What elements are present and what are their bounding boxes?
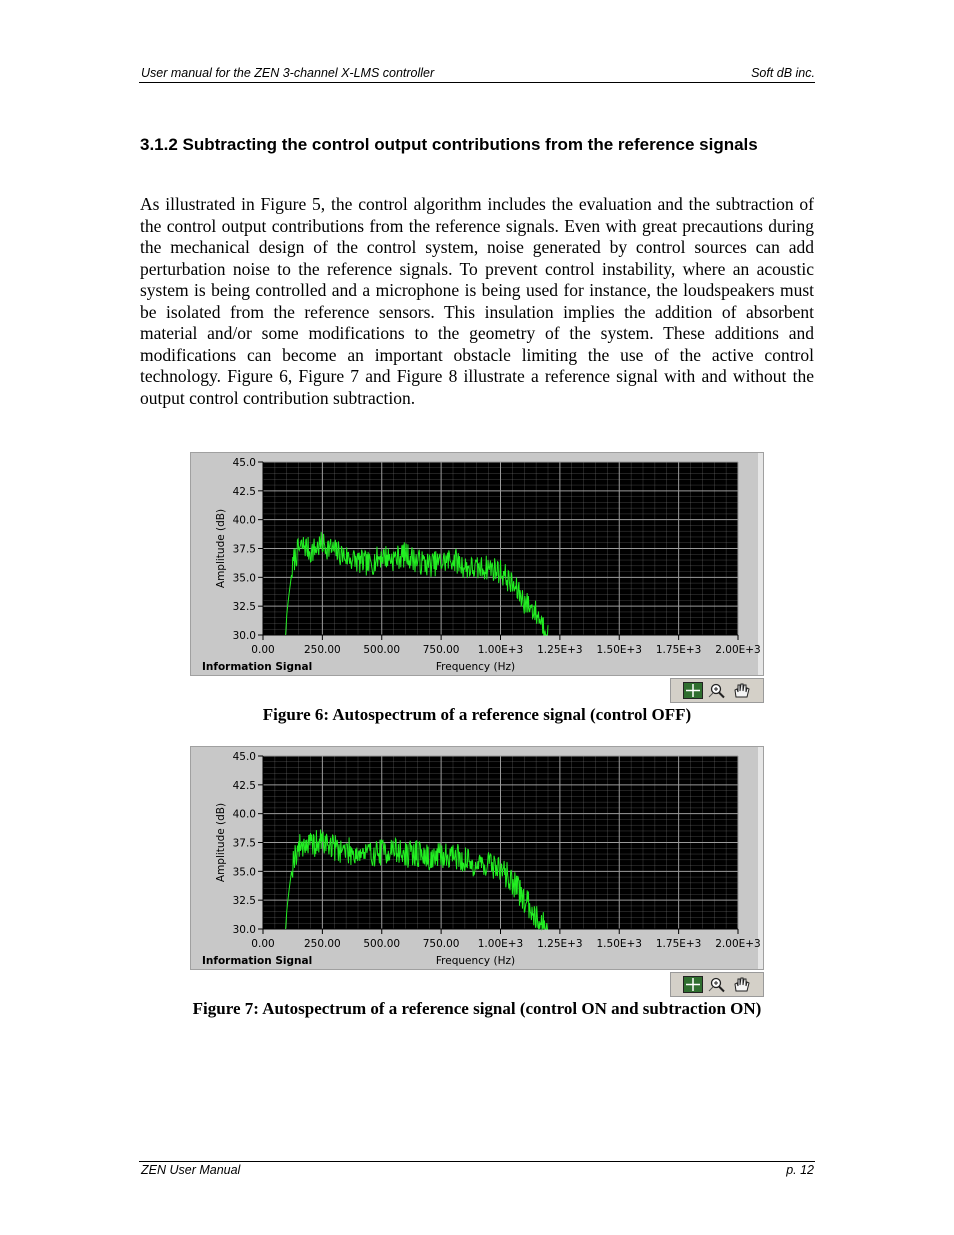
y-tick-label: 37.5 [232, 837, 256, 850]
graph-palette-toolbar [670, 972, 764, 997]
x-tick-label: 250.00 [304, 644, 341, 656]
y-tick-label: 40.0 [232, 808, 256, 821]
x-tick-label: 1.50E+3 [596, 938, 642, 950]
graph-frame-bevel [758, 453, 763, 675]
x-axis-label: Frequency (Hz) [435, 955, 516, 967]
footer-page-number: p. 12 [786, 1163, 814, 1177]
y-tick-label: 40.0 [232, 514, 256, 527]
y-tick-label: 32.5 [232, 895, 256, 908]
spectrum-chart-control-off [190, 452, 764, 676]
graph-frame-bevel [758, 747, 763, 969]
pan-hand-icon[interactable] [731, 682, 751, 699]
cursor-move-icon[interactable] [683, 682, 703, 699]
y-tick-label: 42.5 [232, 485, 256, 498]
figure-6-caption: Figure 6: Autospectrum of a reference signal (control OFF) [262, 705, 692, 724]
x-tick-label: 0.00 [251, 644, 275, 656]
y-tick-label: 45.0 [232, 457, 256, 469]
figure-7-caption: Figure 7: Autospectrum of a reference signal (control ON and subtraction ON) [192, 999, 762, 1018]
y-tick-label: 30.0 [232, 924, 256, 936]
x-tick-label: 2.00E+3 [715, 938, 761, 950]
section-paragraph: As illustrated in Figure 5, the control algorithm includes the evaluation and the subtraction of the control output contributions from the reference signals. Even with great precautions during the mechanical design of the control system, noise generated by control sources can add perturbation noise to the reference signals. To prevent control instability, where an acoustic system is being controlled and a microphone is being used for instance, the loudspeakers must be isolated from the reference sensors. This insulation implies the addition of absorbent material and/or some modifications to the geometry of the system. These additions and modifications can become an important obstacle limiting the use of the active control technology. Figure 6, Figure 7 and Figure 8 illustrate a reference signal with and without the output control contribution subtraction. [140, 194, 814, 408]
y-tick-label: 37.5 [232, 543, 256, 556]
x-tick-label: 750.00 [422, 938, 460, 950]
x-tick-label: 500.00 [363, 938, 401, 950]
cursor-move-icon[interactable] [683, 976, 703, 993]
x-tick-label: 0.00 [251, 938, 275, 950]
y-axis-label: Amplitude (dB) [215, 508, 227, 589]
header-rule [139, 82, 815, 83]
zoom-icon[interactable] [707, 682, 727, 699]
y-tick-label: 42.5 [232, 779, 256, 792]
x-tick-label: 250.00 [304, 938, 341, 950]
x-tick-label: 1.50E+3 [596, 644, 642, 656]
y-axis-label: Amplitude (dB) [215, 802, 227, 883]
footer-manual-name: ZEN User Manual [141, 1163, 241, 1177]
running-header-company: Soft dB inc. [751, 66, 815, 80]
running-header-title: User manual for the ZEN 3-channel X-LMS controller [141, 66, 435, 80]
spectrum-chart-control-on [190, 746, 764, 970]
y-tick-label: 45.0 [232, 751, 256, 763]
figure-7-graph [190, 746, 764, 970]
x-tick-label: 2.00E+3 [715, 644, 761, 656]
section-heading: 3.1.2 Subtracting the control output contributions from the reference signals [140, 135, 758, 154]
plot-name-label: Information Signal [202, 955, 313, 967]
x-axis-label: Frequency (Hz) [435, 661, 516, 673]
x-tick-label: 1.00E+3 [477, 938, 524, 950]
graph-palette-toolbar [670, 678, 764, 703]
plot-name-label: Information Signal [202, 661, 313, 673]
y-tick-label: 35.0 [232, 866, 256, 879]
zoom-icon[interactable] [707, 976, 727, 993]
y-tick-label: 35.0 [232, 572, 256, 585]
x-tick-label: 1.75E+3 [655, 644, 702, 656]
y-tick-label: 30.0 [232, 630, 256, 642]
pan-hand-icon[interactable] [731, 976, 751, 993]
figure-6-graph [190, 452, 764, 676]
y-tick-label: 32.5 [232, 601, 256, 614]
x-tick-label: 1.25E+3 [537, 938, 583, 950]
x-tick-label: 500.00 [363, 644, 401, 656]
x-tick-label: 750.00 [422, 644, 460, 656]
x-tick-label: 1.25E+3 [537, 644, 583, 656]
x-tick-label: 1.00E+3 [477, 644, 524, 656]
x-tick-label: 1.75E+3 [655, 938, 702, 950]
footer-rule [139, 1161, 815, 1162]
